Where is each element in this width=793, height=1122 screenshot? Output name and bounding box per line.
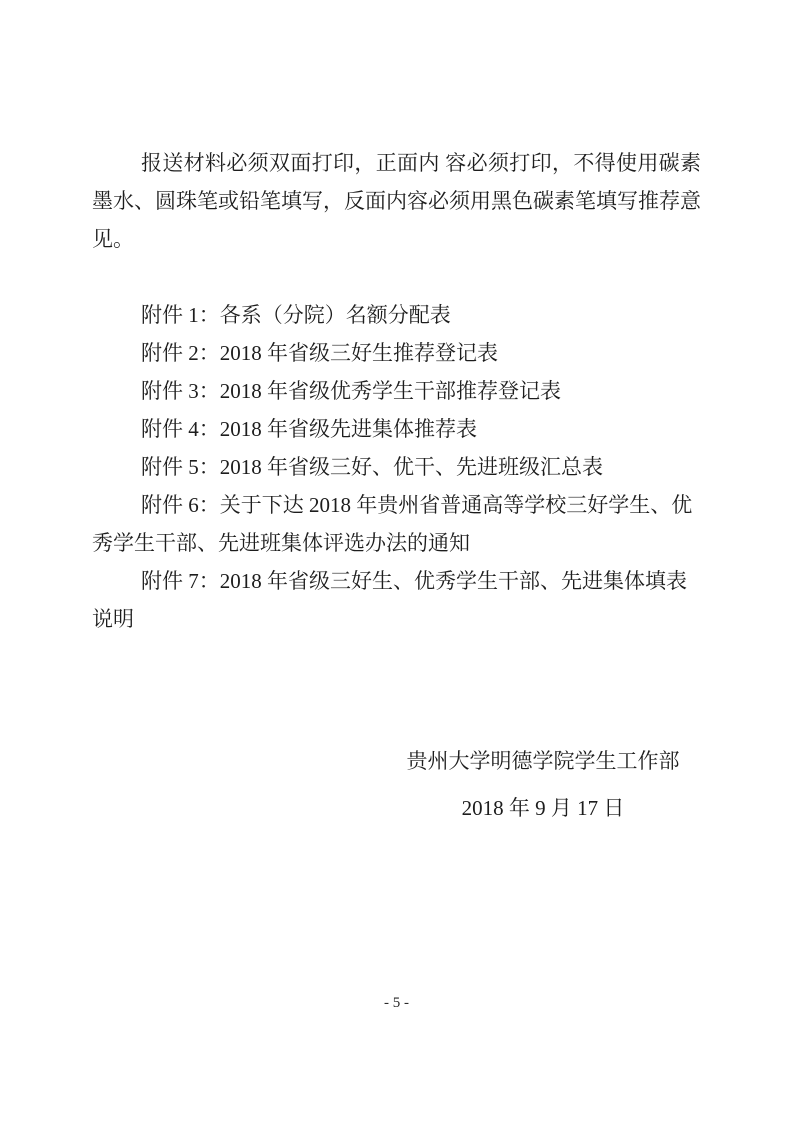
attachment-item: 附件 3：2018 年省级优秀学生干部推荐登记表 (141, 379, 561, 403)
signature-block (399, 742, 687, 827)
body-paragraph: 报送材料必须双面打印，正面内 容必须打印，不得使用碳素墨水、圆珠笔或铅笔填写，反面内容必须用黑色碳素笔填写推荐意见。 (92, 151, 701, 251)
attachment-item: 附件 5：2018 年省级三好、优干、先进班级汇总表 (141, 455, 603, 479)
attachment-item: 附件 7：2018 年省级三好生、优秀学生干部、先进集体填表说明 (92, 569, 687, 631)
attachment-item: 附件 1：各系（分院）名额分配表 (141, 303, 451, 327)
signature-date: 2018 年 9 月 17 日 (461, 796, 625, 820)
attachment-item: 附件 2：2018 年省级三好生推荐登记表 (141, 341, 498, 365)
attachments-list (92, 296, 701, 638)
signature-organization: 贵州大学明德学院学生工作部 (406, 749, 680, 773)
attachment-item: 附件 4：2018 年省级先进集体推荐表 (141, 417, 477, 441)
page-number: - 5 - (384, 995, 409, 1011)
attachment-item: 附件 6：关于下达 2018 年贵州省普通高等学校三好学生、优秀学生干部、先进班集体评选办法的通知 (92, 493, 693, 555)
